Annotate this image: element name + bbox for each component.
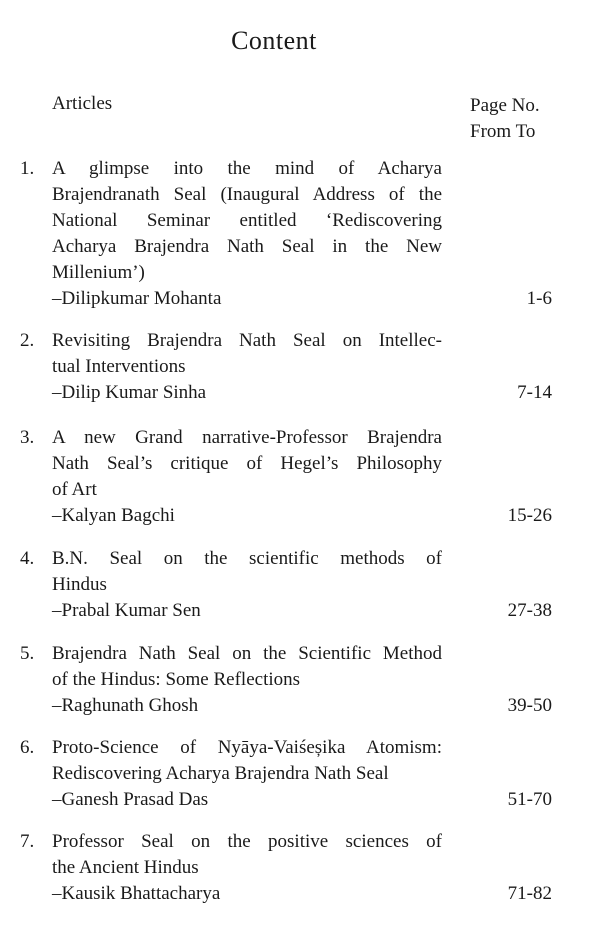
entry-title-line: Nath Seal’s critique of Hegel’s Philosophy [52, 453, 442, 474]
entry-title-line: tual Interventions [52, 356, 186, 377]
entry-title [52, 546, 442, 598]
entry-page-range: 7-14 [517, 382, 552, 403]
entry-author: –Kausik Bhattacharya [52, 883, 221, 904]
entry-number: 3. [20, 427, 35, 448]
entry-title-line: Hindus [52, 574, 107, 595]
entry-title-line: of Art [52, 479, 97, 500]
entry-title-line: Revisiting Brajendra Nath Seal on Intellec- [52, 330, 442, 351]
entry-page-range: 15-26 [507, 505, 552, 526]
entry-title-line: Rediscovering Acharya Brajendra Nath Seal [52, 763, 389, 784]
entry-number: 4. [20, 548, 35, 569]
entry-page-range: 71-82 [507, 883, 552, 904]
entry-author: –Ganesh Prasad Das [52, 789, 209, 810]
entry-number: 5. [20, 643, 35, 664]
entry-body [52, 328, 442, 406]
entry-page-range: 51-70 [507, 789, 552, 810]
entry-author: –Dilip Kumar Sinha [52, 382, 207, 403]
entry-title-line: National Seminar entitled ‘Rediscovering [52, 210, 442, 231]
pages-column-header [470, 93, 555, 145]
entry-title [52, 829, 442, 881]
entry-title-line: A glimpse into the mind of Acharya [52, 158, 442, 179]
entry-title-line: Proto-Science of Nyāya-Vaiśeșika Atomism: [52, 737, 442, 758]
entry-number: 7. [20, 831, 35, 852]
entry-title-line: Acharya Brajendra Nath Seal in the New [52, 236, 442, 257]
entry-title-line: the Ancient Hindus [52, 857, 199, 878]
entry-number: 2. [20, 330, 35, 351]
entry-body [52, 829, 442, 907]
entry-title-line: Brajendra Nath Seal on the Scientific Method [52, 643, 442, 664]
entry-number: 1. [20, 158, 35, 179]
entry-title-line: of the Hindus: Some Reflections [52, 669, 301, 690]
entry-title-line: Millenium’) [52, 262, 145, 283]
entry-body [52, 735, 442, 813]
entry-page-range: 39-50 [507, 695, 552, 716]
entry-author: –Prabal Kumar Sen [52, 600, 201, 621]
entry-body [52, 546, 442, 624]
pages-header-line2: From To [470, 121, 536, 142]
pages-header-line1: Page No. [470, 95, 540, 116]
entry-title [52, 641, 442, 693]
entry-page-range: 1-6 [526, 288, 552, 309]
entry-author: –Dilipkumar Mohanta [52, 288, 222, 309]
entry-title-line: Brajendranath Seal (Inaugural Address of the [52, 184, 442, 205]
entry-body [52, 156, 442, 312]
page-title: Content [231, 26, 317, 55]
entry-author: –Kalyan Bagchi [52, 505, 175, 526]
entry-title-line: Professor Seal on the positive sciences of [52, 831, 442, 852]
entry-title-line: A new Grand narrative-Professor Brajendra [52, 427, 442, 448]
articles-column-header: Articles [52, 93, 113, 114]
entry-title-line: B.N. Seal on the scientific methods of [52, 548, 442, 569]
entry-author: –Raghunath Ghosh [52, 695, 199, 716]
entry-title [52, 425, 442, 503]
entry-page-range: 27-38 [507, 600, 552, 621]
entry-title [52, 156, 442, 286]
entry-title [52, 735, 442, 787]
entry-body [52, 641, 442, 719]
entry-number: 6. [20, 737, 35, 758]
entry-body [52, 425, 442, 529]
entry-title [52, 328, 442, 380]
